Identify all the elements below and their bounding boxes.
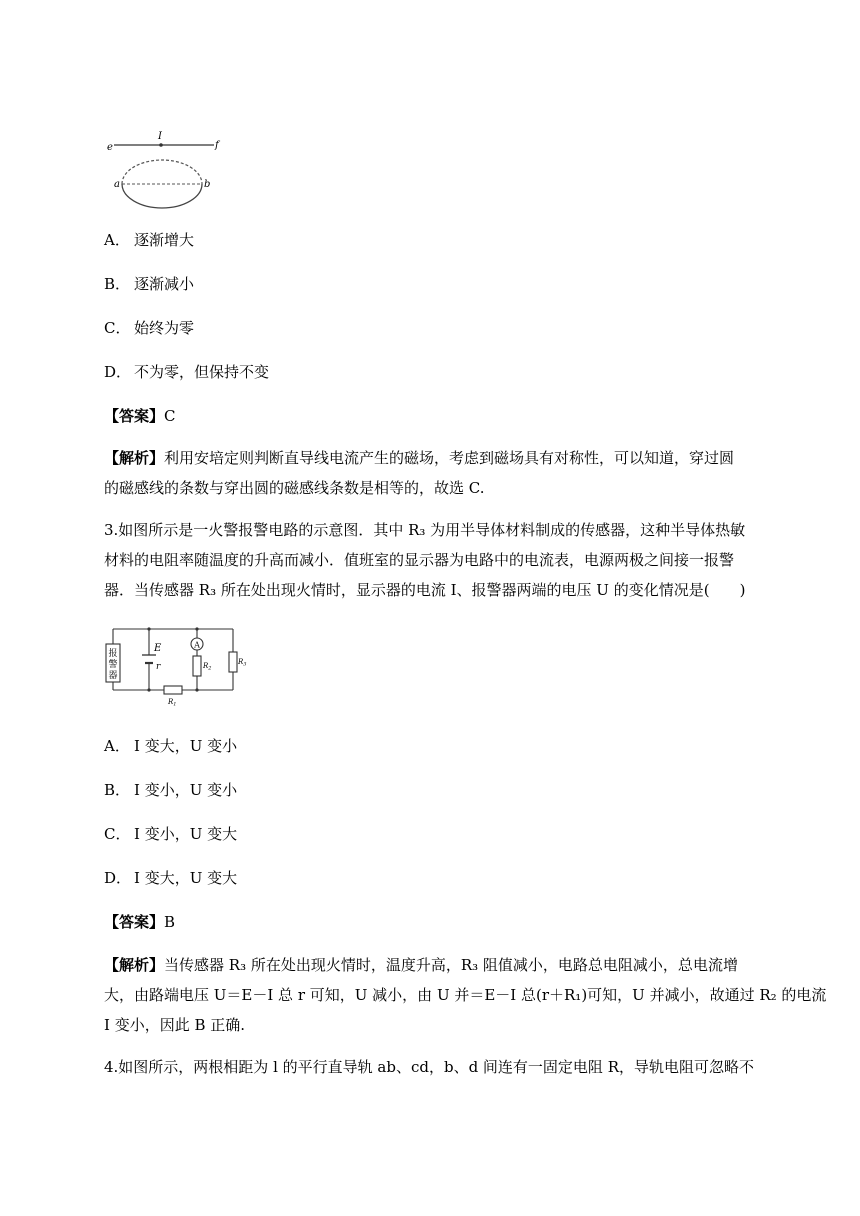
option-label: C．	[104, 319, 131, 337]
label-R1: $R_1$	[168, 698, 177, 708]
q2-option-a	[104, 229, 194, 251]
option-text: I 变大，U 变小	[134, 737, 238, 755]
q3-option-d	[104, 867, 237, 889]
q3-analysis-line-1	[104, 954, 738, 976]
fire-alarm-circuit	[104, 624, 247, 710]
option-text: 逐渐减小	[134, 275, 195, 293]
q3-stem-line-2: 材料的电阻率随温度的升高而减小．值班室的显示器为电路中的电流表，电源两极之间接一报警	[104, 551, 735, 569]
label-i: I	[158, 131, 162, 142]
wire-loop-figure	[104, 128, 224, 210]
label-a: a	[114, 179, 120, 190]
option-text: 逐渐增大	[134, 231, 195, 249]
q3-answer	[104, 911, 175, 933]
label-A: A	[194, 640, 200, 650]
option-label: A．	[104, 737, 130, 755]
option-label: B．	[104, 275, 131, 293]
q2-option-c	[104, 317, 194, 339]
resistor-r2	[193, 656, 201, 676]
q2-answer	[104, 405, 176, 427]
label-e: e	[107, 142, 113, 153]
option-label: C．	[104, 825, 131, 843]
circle-near-half	[122, 184, 202, 208]
option-label: D．	[104, 363, 132, 381]
answer-tag: 【答案】	[104, 407, 165, 425]
label-R2: $R_2$	[203, 662, 212, 672]
option-text: I 变小，U 变大	[134, 825, 238, 843]
analysis-tag: 【解析】	[104, 449, 165, 467]
analysis-tag: 【解析】	[104, 956, 165, 974]
q3-analysis-line-3: I 变小，因此 B 正确.	[104, 1016, 246, 1034]
answer-tag: 【答案】	[104, 913, 165, 931]
q3-option-c	[104, 823, 237, 845]
resistor-r3	[229, 652, 237, 672]
q2-option-b	[104, 273, 194, 295]
label-f: f	[215, 140, 219, 151]
q3-stem-line-3: 器．当传感器 R₃ 所在处出现火情时，显示器的电流 I、报警器两端的电压 U 的变化情况是( )	[104, 581, 746, 599]
option-label: B．	[104, 781, 131, 799]
answer-value: C	[164, 407, 176, 425]
q3-option-a	[104, 735, 237, 757]
label-E: E	[154, 643, 162, 654]
alarm-label: 报	[108, 649, 118, 659]
label-r: r	[156, 662, 161, 672]
label-b: b	[204, 179, 211, 190]
resistor-r1	[164, 686, 182, 694]
q3-option-b	[104, 779, 237, 801]
svg-text:警: 警	[108, 660, 118, 670]
option-text: I 变大，U 变大	[134, 869, 238, 887]
option-text: I 变小，U 变小	[134, 781, 238, 799]
q4-stem-line-1: 4.如图所示，两根相距为 l 的平行直导轨 ab、cd，b、d 间连有一固定电阻 R，导轨电阻可忽略不	[104, 1058, 754, 1076]
option-label: D．	[104, 869, 132, 887]
q2-option-d	[104, 361, 269, 383]
option-text: 始终为零	[134, 319, 195, 337]
circle-far-half	[122, 160, 202, 184]
answer-value: B	[164, 913, 176, 931]
q3-analysis-line-2: 大，由路端电压 U＝E－I 总 r 可知，U 减小，由 U 并＝E－I 总(r＋R₁)可知，U 并减小，故通过 R₂ 的电流	[104, 986, 827, 1004]
analysis-text: 利用安培定则判断直导线电流产生的磁场，考虑到磁场具有对称性，可以知道，穿过圆	[164, 449, 735, 467]
option-label: A．	[104, 231, 130, 249]
label-R3: $R_3$	[238, 658, 247, 668]
analysis-text: 当传感器 R₃ 所在处出现火情时，温度升高，R₃ 阻值减小，电路总电阻减小，总电流增	[164, 956, 738, 974]
q3-stem-line-1: 3.如图所示是一火警报警电路的示意图．其中 R₃ 为用半导体材料制成的传感器，这种半导体热敏	[104, 521, 746, 539]
q2-analysis-line-1	[104, 447, 734, 469]
svg-text:器: 器	[108, 671, 118, 681]
q2-analysis-line-2: 的磁感线的条数与穿出圆的磁感线条数是相等的，故选 C.	[104, 479, 485, 497]
option-text: 不为零，但保持不变	[134, 363, 270, 381]
